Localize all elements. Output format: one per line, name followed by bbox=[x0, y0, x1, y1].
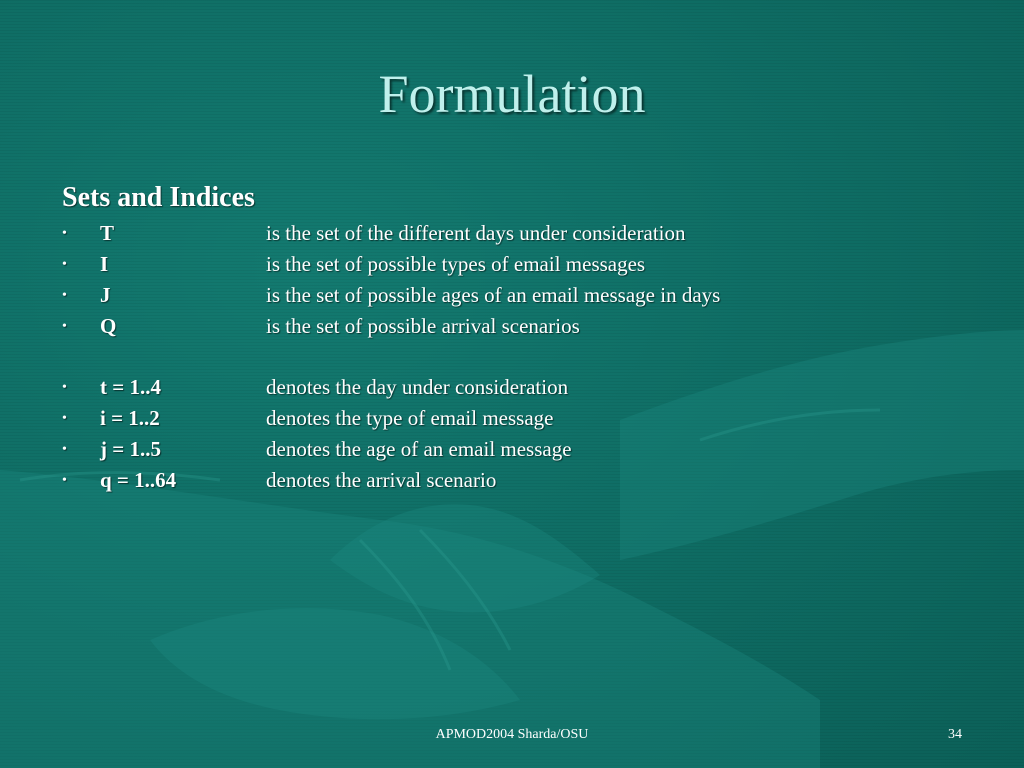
index-description: denotes the arrival scenario bbox=[266, 468, 497, 492]
list-item bbox=[62, 311, 962, 342]
list-item bbox=[62, 280, 962, 311]
slide-body bbox=[62, 180, 962, 496]
bullet-icon: • bbox=[62, 411, 67, 426]
list-item bbox=[62, 434, 962, 465]
set-term: I bbox=[100, 252, 109, 276]
section-heading: Sets and Indices bbox=[62, 182, 255, 213]
page-number: 34 bbox=[948, 727, 962, 742]
set-description: is the set of the different days under consideration bbox=[266, 221, 686, 245]
sets-list bbox=[62, 218, 962, 342]
set-term: J bbox=[100, 283, 111, 307]
index-description: denotes the age of an email message bbox=[266, 437, 572, 461]
index-term: t = 1..4 bbox=[100, 375, 161, 399]
bullet-icon: • bbox=[62, 319, 67, 334]
indices-list bbox=[62, 372, 962, 496]
index-term: i = 1..2 bbox=[100, 406, 160, 430]
set-term: T bbox=[100, 221, 115, 245]
slide-title: Formulation bbox=[378, 64, 646, 124]
index-description: denotes the day under consideration bbox=[266, 375, 569, 399]
list-item bbox=[62, 465, 962, 496]
bullet-icon: • bbox=[62, 257, 67, 272]
list-item bbox=[62, 372, 962, 403]
bullet-icon: • bbox=[62, 473, 67, 488]
list-item bbox=[62, 218, 962, 249]
bullet-icon: • bbox=[62, 226, 67, 241]
list-spacer bbox=[62, 342, 962, 372]
list-item bbox=[62, 403, 962, 434]
index-term: j = 1..5 bbox=[100, 437, 161, 461]
set-description: is the set of possible types of email messages bbox=[266, 252, 646, 276]
index-description: denotes the type of email message bbox=[266, 406, 554, 430]
bullet-icon: • bbox=[62, 442, 67, 457]
footer-text: APMOD2004 Sharda/OSU bbox=[435, 727, 589, 742]
index-term: q = 1..64 bbox=[100, 468, 177, 492]
set-term: Q bbox=[100, 314, 117, 338]
set-description: is the set of possible arrival scenarios bbox=[266, 314, 580, 338]
list-item bbox=[62, 249, 962, 280]
set-description: is the set of possible ages of an email message in days bbox=[266, 283, 721, 307]
bullet-icon: • bbox=[62, 288, 67, 303]
bullet-icon: • bbox=[62, 380, 67, 395]
